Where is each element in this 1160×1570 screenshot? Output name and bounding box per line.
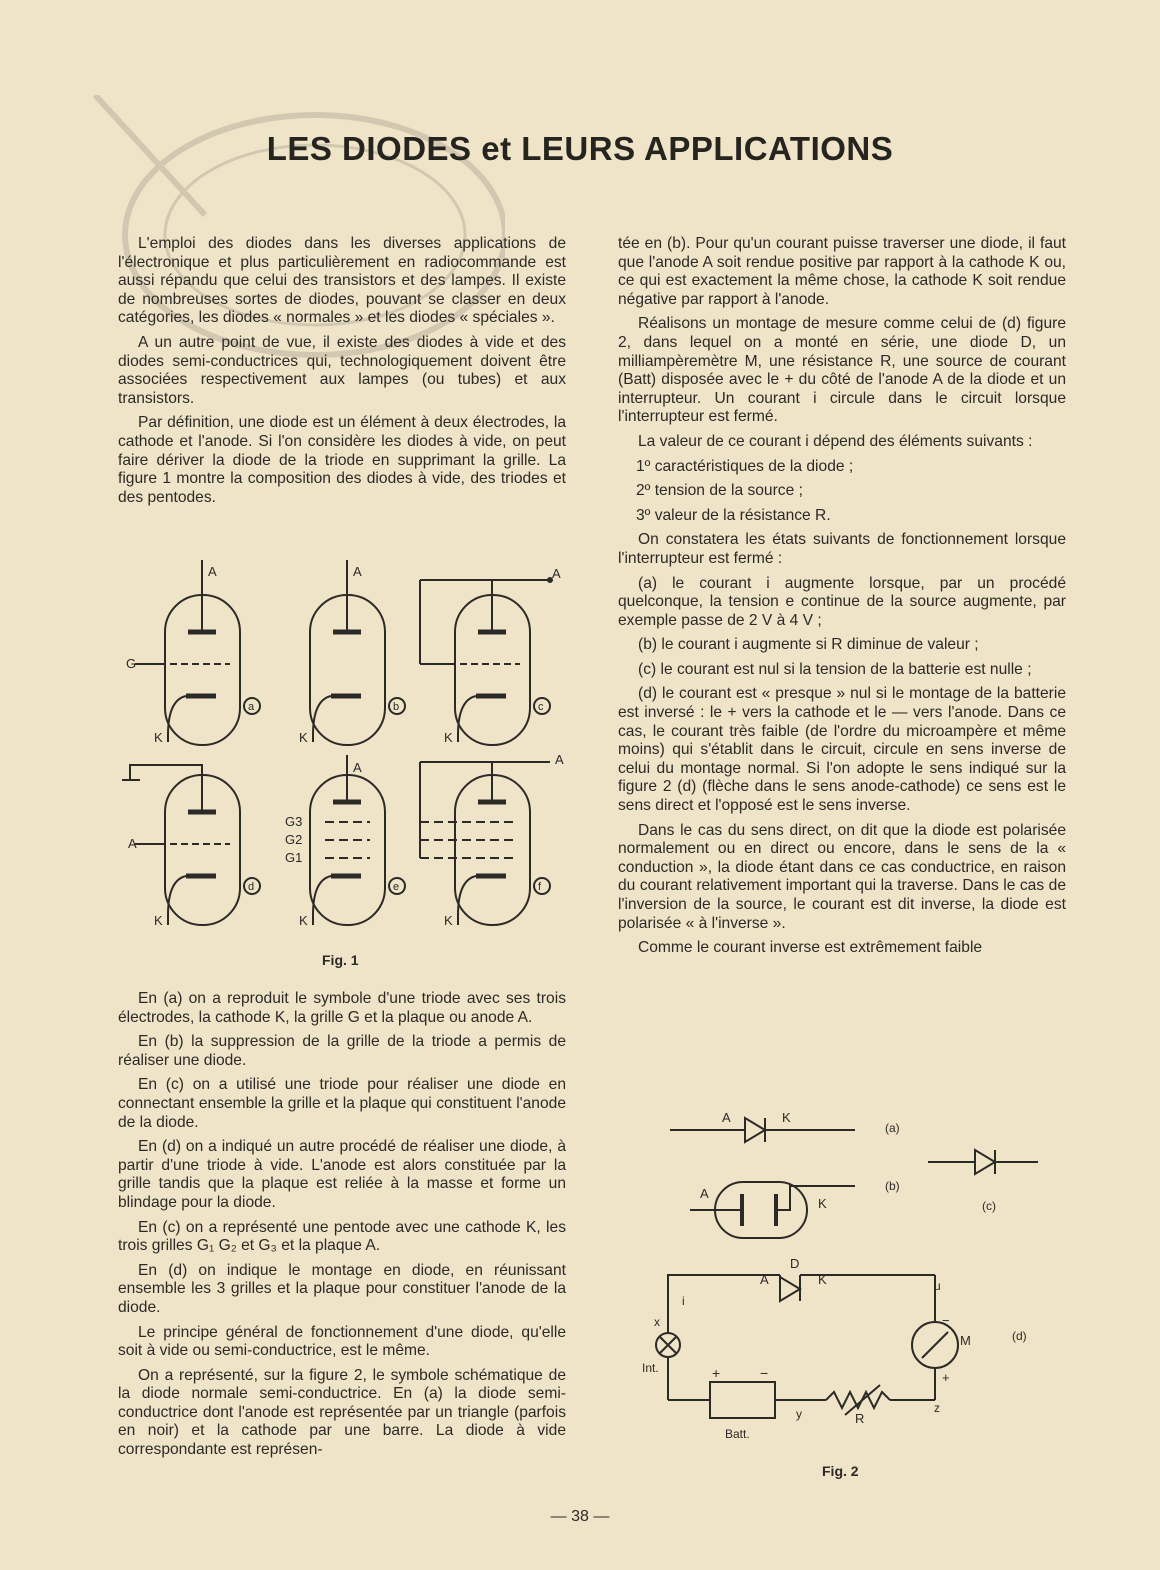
svg-text:G1: G1 [285,850,303,865]
svg-text:A: A [760,1272,769,1287]
svg-text:A: A [700,1186,709,1201]
figure-2-diode-symbols [630,1100,1070,1450]
figure-1-tubes [110,560,580,940]
svg-text:K: K [818,1196,827,1211]
tube-b [299,560,405,745]
svg-text:M: M [960,1333,971,1348]
svg-text:Batt.: Batt. [725,1427,750,1441]
paragraph: tée en (b). Pour qu'un courant puisse traverser une diode, il faut que l'anode A soit rendue positive par rapport à la cathode K ou, ce qui est exactement la même chose, la cathode K soit rendue négative par rapport à l'anode. [618,235,1066,308]
measurement-circuit-d [642,1256,1027,1441]
svg-text:b: b [393,701,400,713]
svg-text:y: y [796,1407,802,1421]
svg-text:K: K [444,913,453,928]
svg-text:d: d [248,881,255,893]
paragraph: En (c) on a représenté une pentode avec une cathode K, les trois grilles G₁ G₂ et G₃ et la plaque A. [118,1218,566,1255]
vacuum-diode-symbol-b [690,1179,900,1238]
figure-1-caption: Fig. 1 [322,952,359,968]
paragraph: En (c) on a utilisé une triode pour réaliser une diode en connectant ensemble la grille et la plaque qui constituent l'anode de la diode. [118,1076,566,1131]
svg-text:e: e [393,881,400,893]
svg-text:D: D [790,1256,800,1271]
svg-text:A: A [353,760,362,775]
label-a-K: K [154,730,163,745]
page-number: — 38 — [550,1508,610,1525]
svg-text:(b): (b) [885,1179,900,1193]
svg-text:+: + [942,1370,950,1385]
svg-text:c: c [538,701,544,713]
left-column-bottom [118,990,566,1466]
tube-d [122,765,260,928]
page-title: LES DIODES et LEURS APPLICATIONS [266,130,894,167]
svg-text:G3: G3 [285,814,303,829]
diode-symbol-c [928,1150,1038,1213]
paragraph: A un autre point de vue, il existe des diodes à vide et des diodes semi-conductrices qui, technologiquement doivent être associées respectivement aux lampes (ou tubes) et aux transistors. [118,333,566,407]
svg-text:K: K [818,1272,827,1287]
svg-text:A: A [353,564,362,579]
svg-text:A: A [552,566,561,581]
paragraph: La valeur de ce courant i dépend des éléments suivants : [638,432,1033,450]
svg-text:f: f [538,881,542,893]
paragraph: L'emploi des diodes dans les diverses applications de l'électronique et plus particulièrement en radiocommande est aussi répandu que celui des transistors et des lampes. Il existe de nombreuses sortes de diodes, pouvant se classer en deux catégories, les diodes « normales » et les diodes « spéciales ». [118,235,566,327]
svg-text:K: K [299,730,308,745]
svg-text:K: K [782,1110,791,1125]
svg-text:A: A [555,752,564,767]
list-item: 2º tension de la source ; [636,482,803,500]
tube-f [420,752,564,928]
paragraph: Par définition, une diode est un élément à deux électrodes, la cathode et l'anode. Si l'on considère les diodes à vide, on peut faire dériver la diode de la triode en supprimant la grille. La figure 1 montre la composition des diodes à vide, des triodes et des pentodes. [118,414,566,506]
svg-text:(d): (d) [1012,1329,1027,1343]
paragraph: Comme le courant inverse est extrêmement faible [638,939,983,957]
paragraph: En (d) on indique le montage en diode, en réunissant ensemble les 3 grilles et la plaque pour constituer l'anode de la diode. [118,1261,566,1316]
paragraph: Le principe général de fonctionnement d'une diode, qu'elle soit à vide ou semi-conductrice, est le même. [118,1323,566,1360]
svg-text:Int.: Int. [642,1361,659,1375]
paragraph: En (b) la suppression de la grille de la triode a permis de réaliser une diode. [118,1033,566,1069]
svg-text:−: − [942,1313,950,1328]
left-column-top [118,235,566,513]
svg-text:(c): (c) [982,1199,996,1213]
list-item: 3º valeur de la résistance R. [636,506,831,524]
paragraph: On constatera les états suivants de fonctionnement lorsque l'interrupteur est fermé : [618,531,1066,567]
svg-text:K: K [444,730,453,745]
svg-text:A: A [128,836,137,851]
diode-symbol-a [670,1110,900,1142]
paragraph: (c) le courant est nul si la tension de la batterie est nulle ; [638,660,1032,678]
paragraph: (a) le courant i augmente lorsque, par un procédé quelconque, la tension e continue de la source augmente, par exemple passe de 2 V à 4 V ; [618,574,1066,629]
svg-text:K: K [154,913,163,928]
svg-text:−: − [760,1365,769,1381]
tube-e [285,755,405,928]
svg-text:z: z [934,1401,940,1415]
svg-text:x: x [654,1315,660,1329]
paragraph: (d) le courant est « presque » nul si le montage de la batterie est inversé : le + vers la cathode et le — vers l'anode. Dans ce cas, le courant très faible (de l'ordre du microampère et même moins) qui s'établit dans le circuit, circule en sens inverse de celui du montage normal. Si l'on adopte le sens indiqué sur la figure 2 (d) (flèche dans le sens anode-cathode) ce sens est le sens direct et l'opposé est le sens inverse. [618,685,1066,815]
svg-text:a: a [248,701,255,713]
svg-text:G2: G2 [285,832,303,847]
paragraph: En (d) on a indiqué un autre procédé de réaliser une diode, à partir d'une triode à vide. L'anode est alors constituée par la grille tandis que la plaque est reliée à la masse et forme un blindage pour la diode. [118,1138,566,1211]
label-a-A: A [208,564,217,579]
right-column [618,235,1066,964]
tube-c [420,566,561,745]
label-a-G: G [126,656,137,671]
figure-2-caption: Fig. 2 [822,1463,859,1479]
paragraph: (b) le courant i augmente si R diminue de valeur ; [638,636,979,654]
svg-text:u: u [934,1279,941,1293]
svg-text:(a): (a) [885,1121,900,1135]
tube-a [126,560,260,745]
paragraph: En (a) on a reproduit le symbole d'une triode avec ses trois électrodes, la cathode K, la grille G et la plaque ou anode A. [118,990,566,1026]
list-item: 1º caractéristiques de la diode ; [636,457,854,475]
paragraph: Réalisons un montage de mesure comme celui de (d) figure 2, dans lequel on a monté en série, une diode D, un milliampèremètre M, une résistance R, une source de courant (Batt) disposée avec le + du côté de l'anode A de la diode et un interrupteur. Un courant i circule dans le circuit lorsque l'interrupteur est fermé. [618,315,1066,426]
svg-text:R: R [855,1411,865,1426]
svg-text:K: K [299,913,308,928]
paragraph: Dans le cas du sens direct, on dit que la diode est polarisée normalement ou en direct ou encore, dans le sens de la « conduction », la diode étant dans ce cas conductrice, en raison du courant relativement important qui la traverse. Dans le cas de l'inversion de la source, le courant est dit inverse, la diode est polarisée « à l'inverse ». [618,821,1066,932]
svg-text:i: i [682,1294,685,1308]
svg-text:A: A [722,1110,731,1125]
paragraph: On a représenté, sur la figure 2, le symbole schématique de la diode normale semi-conductrice. En (a) la diode semi-conductrice dont l'anode est représentée par un triangle (parfois en noir) et la cathode par une barre. La diode à vide correspondante est représen- [118,1366,566,1459]
svg-text:+: + [712,1365,721,1381]
